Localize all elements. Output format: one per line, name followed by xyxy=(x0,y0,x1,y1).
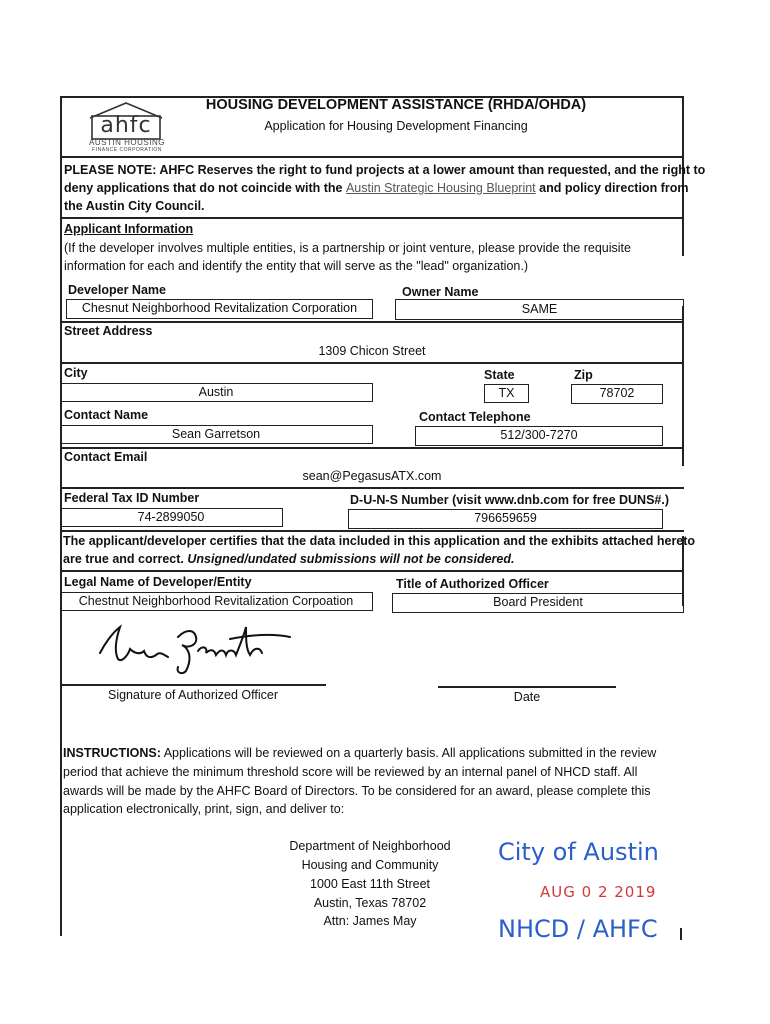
street-address-field[interactable]: 1309 Chicon Street xyxy=(318,344,426,358)
contact-telephone-field[interactable]: 512/300-7270 xyxy=(415,426,663,446)
handwritten-signature xyxy=(90,615,300,675)
instructions-line-3: awards will be made by the AHFC Board of Directors. To be considered for an award, please complete this xyxy=(63,784,651,798)
city-field[interactable]: Austin xyxy=(60,383,373,402)
zip-field[interactable]: 78702 xyxy=(571,384,663,404)
email-bottom-line xyxy=(60,487,684,489)
logo-subtitle-2: FINANCE CORPORATION xyxy=(92,147,162,153)
instructions-line-2: period that achieve the minimum threshold score will be reviewed by an internal panel of NHCD staff. All xyxy=(63,765,638,779)
applicant-note-2: information for each and identify the entity that will serve as the "lead" organization.) xyxy=(64,259,528,273)
contact-telephone-label: Contact Telephone xyxy=(419,410,531,424)
owner-name-field[interactable]: SAME xyxy=(395,299,684,320)
officer-title-field[interactable]: Board President xyxy=(392,593,684,613)
notice-line-1: PLEASE NOTE: AHFC Reserves the right to fund projects at a lower amount than requested, and the right to xyxy=(64,163,706,177)
street-divider xyxy=(60,321,684,323)
developer-name-label: Developer Name xyxy=(68,283,166,297)
tax-id-label: Federal Tax ID Number xyxy=(64,491,200,505)
stamp-date: AUG 0 2 2019 xyxy=(540,883,657,901)
signature-label: Signature of Authorized Officer xyxy=(107,688,278,702)
notice-line-2: deny applications that do not coincide with the Austin Strategic Housing Blueprint and policy direction from xyxy=(64,181,689,195)
contact-name-label: Contact Name xyxy=(64,408,149,422)
email-divider xyxy=(60,447,684,449)
state-field[interactable]: TX xyxy=(484,384,529,403)
certify-line-2: are true and correct. Unsigned/undated submissions will not be considered. xyxy=(63,552,515,566)
form-right-tick xyxy=(680,928,682,940)
stamp-department: NHCD / AHFC xyxy=(498,915,658,943)
address-line-4: Austin, Texas 78702 xyxy=(313,896,427,910)
street-address-label: Street Address xyxy=(64,324,153,338)
owner-name-label: Owner Name xyxy=(402,285,479,299)
contact-email-field[interactable]: sean@PegasusATX.com xyxy=(302,469,442,483)
certify-divider xyxy=(60,530,684,532)
duns-label: D-U-N-S Number (visit www.dnb.com for free DUNS#.) xyxy=(350,493,670,507)
blueprint-link[interactable]: Austin Strategic Housing Blueprint xyxy=(345,181,536,195)
header-divider xyxy=(60,156,684,158)
tax-id-field[interactable]: 74-2899050 xyxy=(60,508,283,527)
city-label: City xyxy=(64,366,88,380)
logo-subtitle: AUSTIN HOUSING xyxy=(89,138,165,147)
contact-email-label: Contact Email xyxy=(64,450,148,464)
ahfc-logo xyxy=(86,100,166,152)
zip-label: Zip xyxy=(574,368,593,382)
developer-name-field[interactable]: Chesnut Neighborhood Revitalization Corporation xyxy=(66,299,373,319)
applicant-note-1: (If the developer involves multiple entities, is a partnership or joint venture, please provide the requisite xyxy=(64,241,631,255)
legal-name-label: Legal Name of Developer/Entity xyxy=(64,575,252,589)
address-line-1: Department of Neighborhood xyxy=(289,839,451,853)
certify-bottom-line xyxy=(60,570,684,572)
form-right-border-mid xyxy=(682,306,684,466)
notice-divider xyxy=(60,217,684,219)
form-subtitle: Application for Housing Development Financing xyxy=(264,119,528,133)
address-line-3: 1000 East 11th Street xyxy=(310,877,430,891)
stamp-city: City of Austin xyxy=(498,838,659,866)
contact-name-field[interactable]: Sean Garretson xyxy=(60,425,373,444)
state-label: State xyxy=(484,368,515,382)
instructions-line-1: INSTRUCTIONS: Applications will be reviewed on a quarterly basis. All applications submitted in the review xyxy=(63,746,657,760)
form-title: HOUSING DEVELOPMENT ASSISTANCE (RHDA/OHDA) xyxy=(205,97,587,113)
date-label: Date xyxy=(513,690,541,704)
address-line-2: Housing and Community xyxy=(301,858,439,872)
duns-field[interactable]: 796659659 xyxy=(348,509,663,529)
notice-line-3: the Austin City Council. xyxy=(64,199,205,213)
address-line-5: Attn: James May xyxy=(323,914,417,928)
signature-line xyxy=(60,684,326,686)
legal-name-field[interactable]: Chestnut Neighborhood Revitalization Corpoation xyxy=(60,592,373,611)
street-bottom-line xyxy=(60,362,684,364)
date-line xyxy=(438,686,616,688)
instructions-line-4: application electronically, print, sign, and deliver to: xyxy=(63,802,345,816)
logo-text: ahfc xyxy=(100,113,152,138)
applicant-heading: Applicant Information xyxy=(64,222,194,236)
officer-title-label: Title of Authorized Officer xyxy=(396,577,549,591)
certify-line-1: The applicant/developer certifies that the data included in this application and the exhibits attached hereto xyxy=(63,534,696,548)
